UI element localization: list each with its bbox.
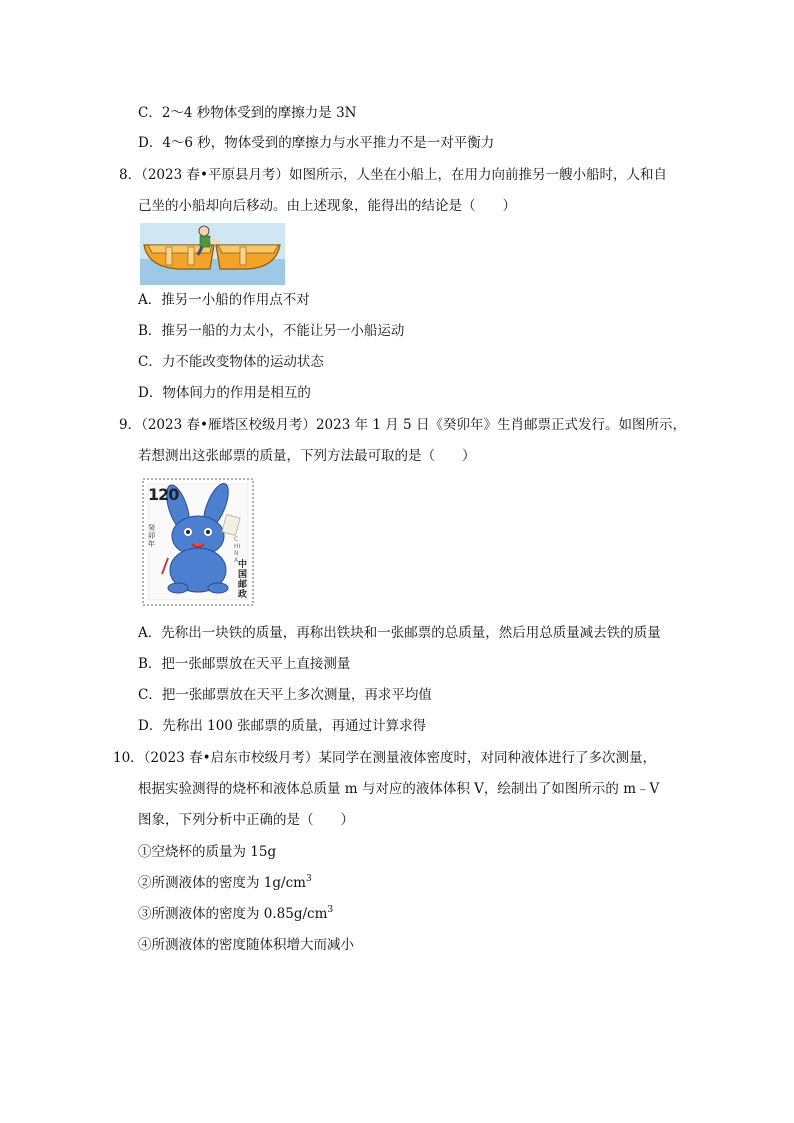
unit-exponent: 3 — [327, 905, 334, 915]
q8-option-c: C．力不能改变物体的运动状态 — [138, 354, 324, 370]
q7-option-d: D．4～6 秒，物体受到的摩擦力与水平推力不是一对平衡力 — [138, 135, 495, 151]
q9-option-b: B．把一张邮票放在天平上直接测量 — [138, 656, 351, 672]
stamp-name: 癸卯年 — [148, 524, 155, 548]
q9-stem-line1: 9．（2023 春•雁塔区校级月考）2023 年 1 月 5 日《癸卯年》生肖邮票正式发行。如图所示， — [119, 417, 686, 433]
stamp-country-en: CHINA — [234, 536, 241, 564]
q9-stem-line2: 若想测出这张邮票的质量，下列方法最可取的是（ ） — [138, 448, 476, 464]
stamp-country-cn: 中国邮政 — [238, 560, 248, 600]
q10-item-1: ①空烧杯的质量为 15g — [138, 844, 277, 860]
q8-option-b: B．推另一船的力太小，不能让另一小船运动 — [138, 323, 405, 339]
q7-option-c: C．2～4 秒物体受到的摩擦力是 3N — [138, 105, 357, 121]
q9-option-d: D．先称出 100 张邮票的质量，再通过计算求得 — [138, 718, 427, 734]
q8-stem-line2: 己坐的小船却向后移动。由上述现象，能得出的结论是（ ） — [138, 198, 516, 214]
q8-stem-line1: 8．（2023 春•平原县月考）如图所示，人坐在小船上，在用力向前推另一艘小船时，人和自 — [119, 167, 667, 183]
q8-option-d: D．物体间力的作用是相互的 — [138, 385, 311, 401]
q10-item-4: ④所测液体的密度随体积增大而减小 — [138, 937, 354, 953]
q10-item-2: ②所测液体的密度为 $1g/cm^3$ — [138, 874, 312, 891]
stamp-image — [142, 478, 254, 606]
q8-option-a: A．推另一小船的作用点不对 — [138, 292, 310, 308]
q9-option-c: C．把一张邮票放在天平上多次测量，再求平均值 — [138, 687, 432, 703]
q10-stem-line3: 图象，下列分析中正确的是（ ） — [138, 812, 354, 828]
boat-illustration — [140, 223, 285, 285]
q10-stem-line2: 根据实验测得的烧杯和液体总质量 m 与对应的液体体积 V，绘制出了如图所示的 m﹣V — [138, 781, 660, 797]
q10-item-3: ③所测液体的密度为 $0.85g/cm^3$ — [138, 905, 334, 922]
q9-option-a: A．先称出一块铁的质量，再称出铁块和一张邮票的总质量，然后用总质量减去铁的质量 — [138, 625, 661, 641]
stamp-value: 120 — [148, 485, 179, 504]
unit-exponent: 3 — [305, 874, 312, 884]
q10-stem-line1: 10．（2023 春•启东市校级月考）某同学在测量液体密度时，对同种液体进行了多次测量， — [113, 750, 657, 766]
